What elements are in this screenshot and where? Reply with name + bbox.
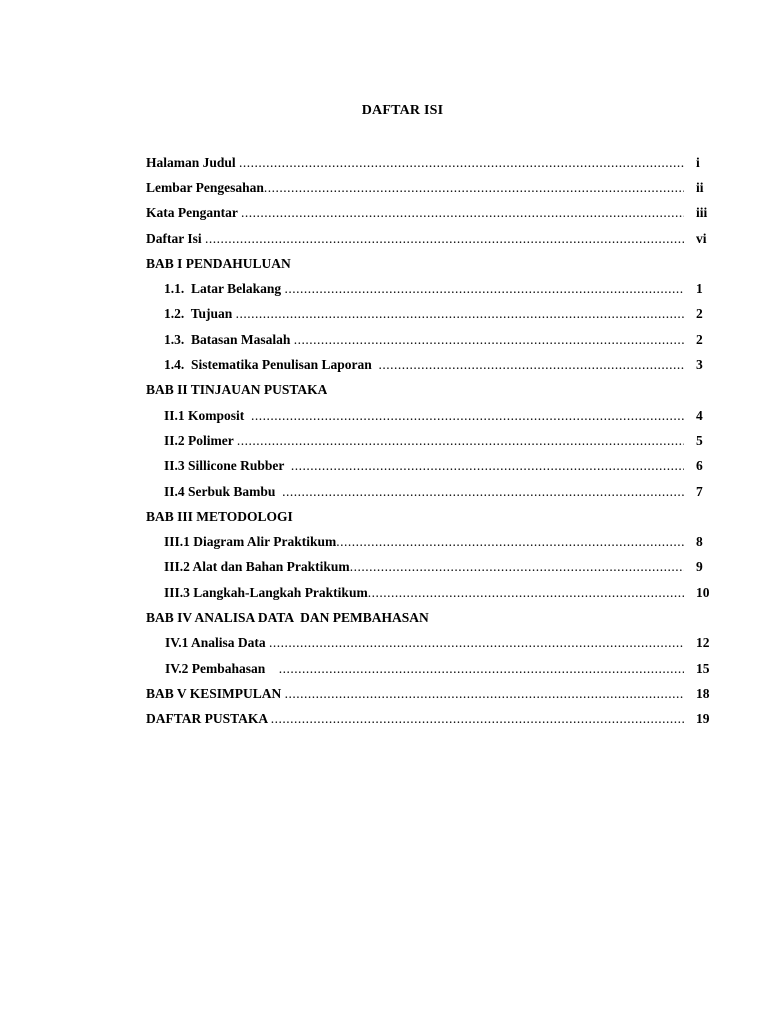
toc-entry [146, 656, 716, 681]
toc-entry-label: III.2 Alat dan Bahan Praktikum [164, 559, 350, 575]
toc-page-number: 5 [696, 432, 703, 448]
toc-page-number: 4 [696, 407, 703, 423]
toc-chapter-heading [146, 378, 716, 403]
toc-page-number: 1 [696, 281, 703, 297]
toc-page-number: vi [696, 230, 707, 246]
toc-dot-leader [205, 231, 684, 247]
toc-page-number: 8 [696, 534, 703, 550]
toc-entry-label: IV.1 Analisa Data [165, 635, 270, 651]
toc-dot-leader [379, 357, 684, 373]
toc-entry-label: III.3 Langkah-Langkah Praktikum [164, 584, 368, 600]
toc-page-number: 19 [696, 711, 710, 727]
toc-dot-leader [291, 458, 684, 474]
toc-entry-label: III.1 Diagram Alir Praktikum [164, 534, 337, 550]
toc-dot-leader [336, 534, 684, 550]
toc-entry-label: II.1 Komposit [164, 407, 252, 423]
toc-dot-leader [237, 433, 684, 449]
toc-entry-lead [165, 635, 684, 651]
toc-entry [146, 681, 716, 706]
toc-dot-leader [285, 686, 684, 702]
toc-page-number: 3 [696, 357, 703, 373]
toc-entry-label: Daftar Isi [146, 230, 205, 246]
toc-entry-label: 1.4. Sistematika Penulisan Laporan [164, 357, 379, 373]
toc-page-number: 18 [696, 685, 710, 701]
toc-entry [146, 175, 716, 200]
toc-page-number: 12 [696, 635, 710, 651]
table-of-contents [146, 150, 716, 732]
toc-entry [146, 276, 716, 301]
toc-page-number: 10 [696, 584, 710, 600]
toc-dot-leader [241, 205, 684, 221]
toc-entry-label: BAB I PENDAHULUAN [146, 255, 291, 271]
toc-entry-lead [146, 180, 684, 196]
toc-page-number: ii [696, 179, 704, 195]
toc-dot-leader [279, 661, 684, 677]
toc-entry-label: II.2 Polimer [164, 432, 237, 448]
toc-entry-label: BAB IV ANALISA DATA DAN PEMBAHASAN [146, 609, 429, 625]
toc-entry-lead [164, 332, 684, 348]
toc-entry-lead [146, 711, 684, 727]
toc-entry-lead [146, 256, 291, 272]
toc-entry-label: BAB II TINJAUAN PUSTAKA [146, 382, 328, 398]
toc-dot-leader [368, 585, 684, 601]
toc-chapter-heading [146, 504, 716, 529]
toc-entry-lead [164, 408, 684, 424]
toc-entry [146, 352, 716, 377]
toc-page-number: 9 [696, 559, 703, 575]
toc-entry [146, 150, 716, 175]
toc-entry-lead [146, 382, 327, 398]
toc-dot-leader [282, 484, 684, 500]
toc-entry [146, 403, 716, 428]
toc-entry-label: 1.1. Latar Belakang [164, 281, 285, 297]
toc-entry [146, 479, 716, 504]
toc-entry-lead [165, 661, 684, 677]
toc-dot-leader [264, 180, 684, 196]
toc-entry [146, 226, 716, 251]
toc-entry-lead [164, 433, 684, 449]
toc-page-number: 15 [696, 660, 710, 676]
toc-entry-lead [164, 484, 684, 500]
toc-entry-label: 1.2. Tujuan [164, 306, 236, 322]
toc-chapter-heading [146, 251, 716, 276]
toc-dot-leader [236, 306, 684, 322]
toc-entry-lead [146, 509, 293, 525]
toc-entry [146, 454, 716, 479]
toc-entry-label: BAB V KESIMPULAN [146, 685, 285, 701]
toc-entry-label: BAB III METODOLOGI [146, 508, 293, 524]
toc-entry-lead [164, 281, 684, 297]
toc-dot-leader [271, 711, 684, 727]
toc-entry-lead [146, 610, 429, 626]
toc-entry [146, 428, 716, 453]
toc-entry-lead [164, 585, 684, 601]
toc-page-number: 6 [696, 458, 703, 474]
toc-page-number: 2 [696, 331, 703, 347]
toc-entry-lead [164, 357, 684, 373]
toc-entry-lead [164, 559, 684, 575]
toc-entry [146, 707, 716, 732]
toc-dot-leader [269, 635, 684, 651]
toc-chapter-heading [146, 605, 716, 630]
toc-entry-lead [146, 686, 684, 702]
toc-page-number: i [696, 154, 700, 170]
toc-entry-lead [164, 458, 684, 474]
page-title: DAFTAR ISI [361, 103, 444, 118]
toc-entry [146, 327, 716, 352]
toc-entry [146, 631, 716, 656]
toc-page-number: iii [696, 205, 708, 221]
toc-dot-leader [251, 408, 684, 424]
toc-dot-leader [350, 559, 684, 575]
toc-entry-label: Kata Pengantar [146, 205, 241, 221]
toc-entry [146, 302, 716, 327]
toc-entry [146, 529, 716, 554]
toc-dot-leader [285, 281, 684, 297]
toc-entry-label: DAFTAR PUSTAKA [146, 711, 271, 727]
toc-entry-label: IV.2 Pembahasan [165, 660, 279, 676]
toc-entry-label: Lembar Pengesahan [146, 179, 264, 195]
toc-page-number: 2 [696, 306, 703, 322]
toc-entry-label: 1.3. Batasan Masalah [164, 331, 294, 347]
toc-dot-leader [294, 332, 684, 348]
toc-entry-lead [146, 155, 684, 171]
toc-entry-lead [146, 231, 684, 247]
toc-dot-leader [239, 155, 684, 171]
toc-entry-label: II.4 Serbuk Bambu [164, 483, 283, 499]
toc-entry [146, 555, 716, 580]
toc-entry-lead [164, 306, 684, 322]
toc-entry-label: II.3 Sillicone Rubber [164, 458, 291, 474]
toc-entry [146, 580, 716, 605]
toc-page-number: 7 [696, 483, 703, 499]
toc-entry-lead [164, 534, 684, 550]
toc-entry-lead [146, 205, 684, 221]
toc-entry [146, 201, 716, 226]
toc-entry-label: Halaman Judul [146, 154, 240, 170]
